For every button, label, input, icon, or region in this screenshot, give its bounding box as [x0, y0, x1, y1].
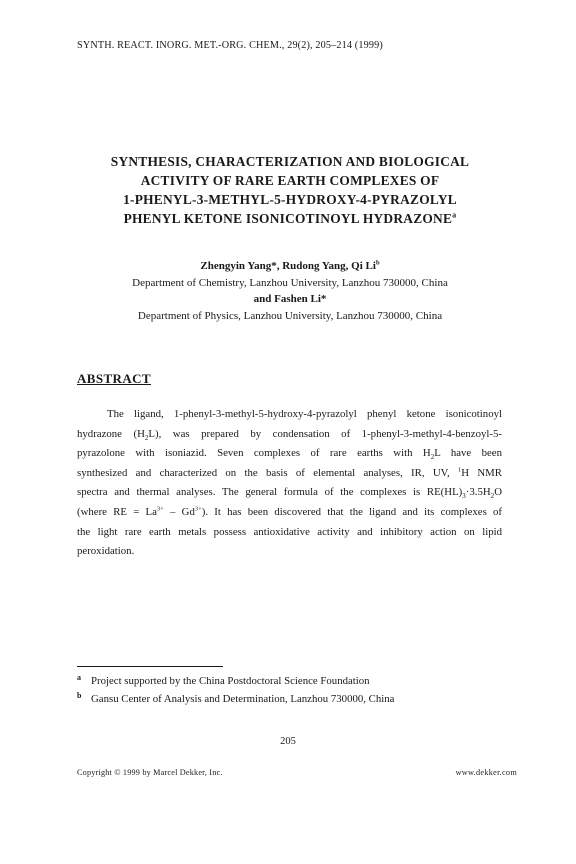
abstract-line: peroxidation.	[77, 545, 135, 558]
abstract-line	[77, 425, 502, 445]
author-names: and Fashen Li*	[253, 293, 327, 305]
author-affiliation: Department of Chemistry, Lanzhou University, Lanzhou 730000, China	[132, 276, 448, 289]
abstract-text: synthesized and characterized on the basis of elemental analyses, IR, UV,	[77, 466, 459, 479]
abstract-text: – Gd	[163, 505, 195, 518]
footnote-text: Gansu Center of Analysis and Determination, Lanzhou 730000, China	[91, 693, 395, 705]
footnote	[77, 672, 517, 690]
abstract-text: ). It has been discovered that the ligand and its complexes of	[201, 505, 502, 518]
author-names	[60, 258, 520, 275]
abstract-text: pyrazolone with isoniazid. Seven complexes of rare earths with H	[77, 447, 431, 460]
copyright-notice: Copyright © 1999 by Marcel Dekker, Inc.	[77, 768, 223, 777]
author-names-text: Zhengyin Yang*, Rudong Yang, Qi Li	[200, 260, 376, 272]
superscript: 3+	[156, 505, 164, 513]
abstract-text: (where RE = La	[77, 505, 157, 518]
footnote-mark: a	[77, 673, 81, 682]
title-footnote-mark: a	[452, 210, 457, 220]
superscript: 3+	[194, 505, 202, 513]
page-number: 205	[280, 736, 296, 747]
author-affiliation: Department of Physics, Lanzhou University, Lanzhou 730000, China	[137, 309, 443, 322]
title-line: 1-PHENYL-3-METHYL-5-HYDROXY-4-PYRAZOLYL	[123, 192, 457, 207]
footnote-text: Project supported by the China Postdoctoral Science Foundation	[91, 675, 370, 687]
title-line-text: PHENYL KETONE ISONICOTINOYL HYDRAZONE	[123, 211, 453, 226]
author-footnote-mark: b	[375, 259, 380, 267]
footnotes	[77, 672, 517, 708]
abstract-text: ·3.5H	[465, 486, 491, 499]
footnote-divider	[77, 666, 223, 667]
title-line: ACTIVITY OF RARE EARTH COMPLEXES OF	[140, 173, 440, 188]
abstract-text: spectra and thermal analyses. The general formula of the complexes is RE(HL)	[77, 486, 463, 499]
abstract-text: O	[494, 486, 502, 499]
footnote	[77, 690, 517, 708]
article-title	[80, 152, 500, 228]
author-block	[60, 258, 520, 324]
title-line	[80, 209, 500, 228]
abstract-line	[77, 483, 502, 503]
subscript: 2	[490, 492, 495, 501]
abstract-text: hydrazone (H	[77, 427, 145, 440]
publisher-url: www.dekker.com	[455, 768, 517, 777]
abstract-line	[77, 503, 502, 523]
abstract-heading: ABSTRACT	[77, 371, 151, 386]
abstract-line	[77, 444, 502, 464]
title-line: SYNTHESIS, CHARACTERIZATION AND BIOLOGICAL	[110, 154, 470, 169]
abstract-body	[77, 405, 502, 562]
abstract-text: L have been	[434, 447, 502, 460]
footnote-mark: b	[77, 691, 82, 700]
abstract-line: the light rare earth metals possess antioxidative activity and inhibitory action on lipid	[77, 525, 502, 538]
abstract-line	[77, 464, 502, 484]
abstract-text: H NMR	[461, 466, 502, 479]
running-head: SYNTH. REACT. INORG. MET.-ORG. CHEM., 29(2), 205–214 (1999)	[77, 40, 383, 51]
subscript: 2	[144, 433, 149, 442]
subscript: 2	[430, 453, 435, 462]
subscript: 3	[462, 492, 466, 501]
abstract-line: The ligand, 1-phenyl-3-methyl-5-hydroxy-4-pyrazolyl phenyl ketone isonicotinoyl	[107, 408, 502, 420]
abstract-text: L), was prepared by condensation of 1-phenyl-3-methyl-4-benzoyl-5-	[148, 427, 502, 440]
superscript: 1	[458, 466, 462, 474]
